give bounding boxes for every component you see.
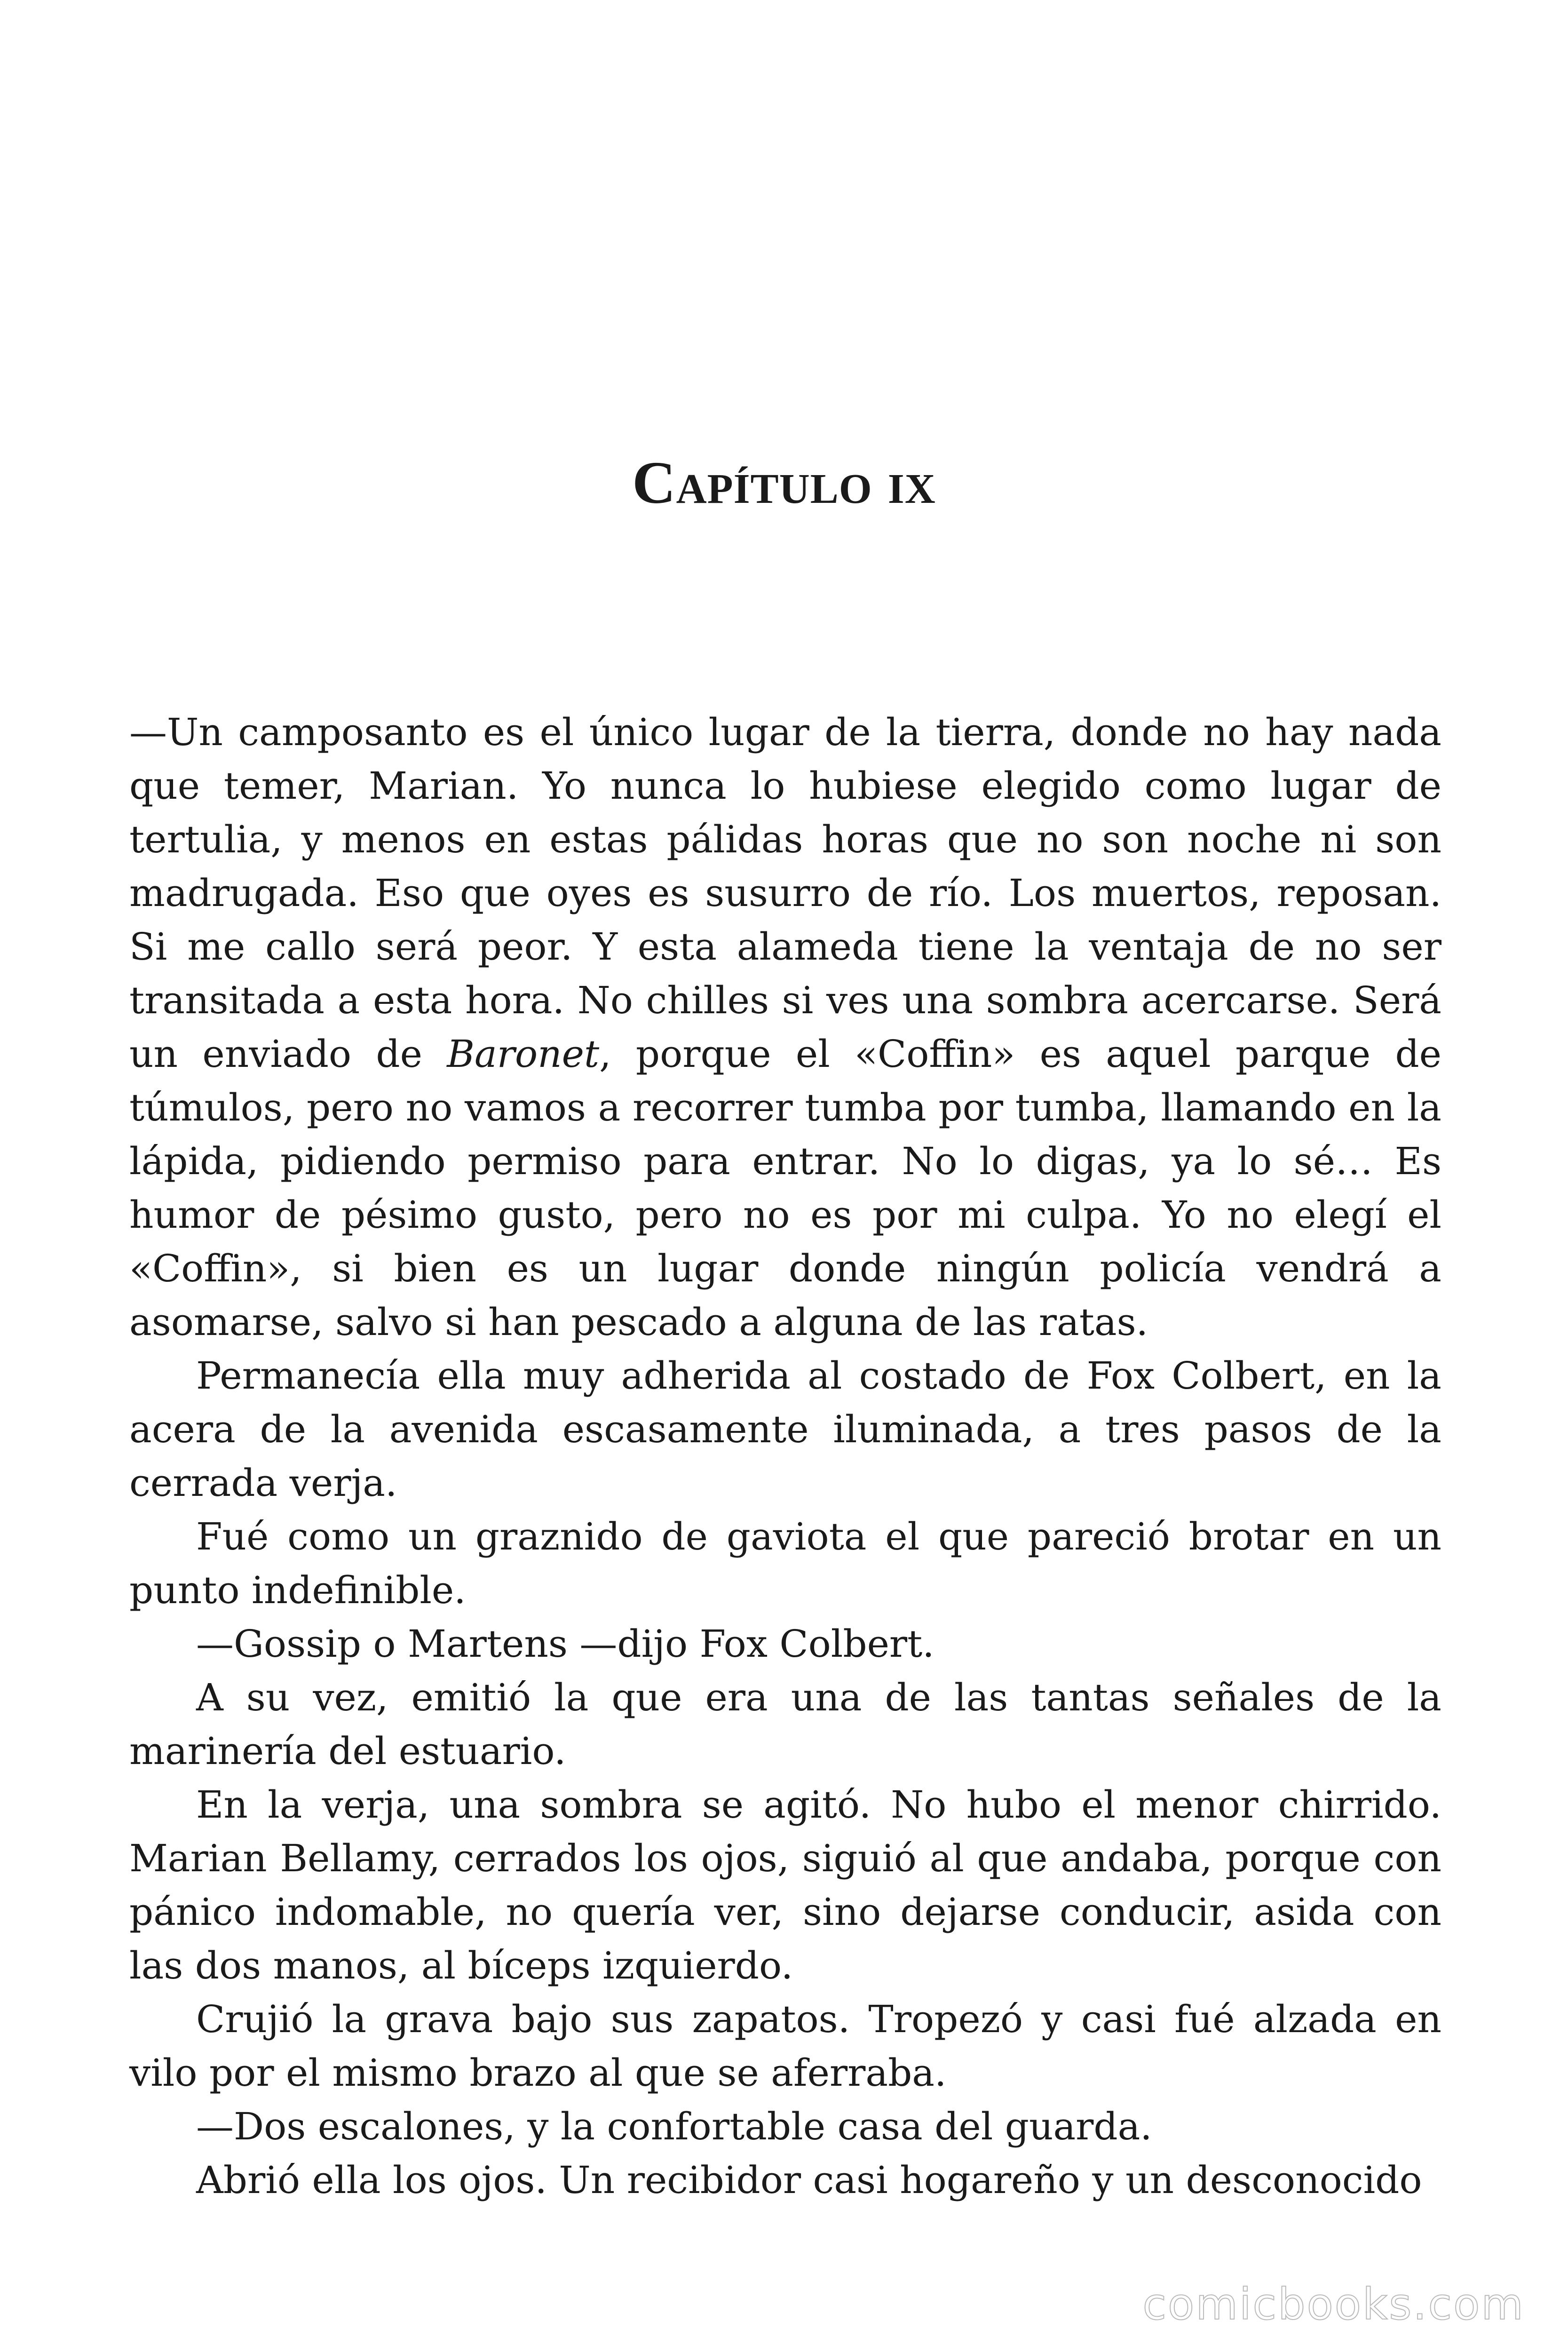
paragraph-3: Fué como un graznido de gaviota el que pareció brotar en un punto indefinible. xyxy=(129,1515,1441,1612)
paragraph-5: A su vez, emitió la que era una de las tantas señales de la marinería del estuario. xyxy=(129,1676,1441,1773)
paragraph-4: —Gossip o Martens —dijo Fox Colbert. xyxy=(196,1622,934,1666)
paragraph-6: En la verja, una sombra se agitó. No hubo el menor chirrido. Marian Bellamy, cerrados los ojos, siguió al que andaba, porque con pánico indomable, no quería ver, sino dejarse conducir, asida con las dos manos, al bíceps izquierdo. xyxy=(129,1783,1441,1987)
paragraph-8: —Dos escalones, y la confortable casa del guarda. xyxy=(196,2105,1152,2148)
chapter-text xyxy=(129,706,1441,2207)
paragraph-1 xyxy=(129,706,1441,1349)
paragraph-1-italic-name: Baronet xyxy=(447,1032,600,1076)
paragraph-9: Abrió ella los ojos. Un recibidor casi hogareño y un desconocido xyxy=(196,2158,1422,2202)
paragraph-7: Crujió la grava bajo sus zapatos. Tropezó y casi fué alzada en vilo por el mismo brazo al que se aferraba. xyxy=(129,1997,1441,2095)
paragraph-1-text-before: —Un camposanto es el único lugar de la tierra, donde no hay nada que temer, Marian. Yo nunca lo hubiese elegido como lugar de tertulia, y menos en estas pálidas horas que no son noche ni son madrugada. Eso que oyes es susurro de río. Los muertos, reposan. Si me callo será peor. Y esta alameda tiene la ventaja de no ser transitada a esta hora. No chilles si ves una sombra acercarse. Será un enviado de xyxy=(129,710,1441,1076)
chapter-title: Capítulo ix xyxy=(632,449,936,516)
watermark: comicbooks.com xyxy=(1142,2279,1525,2329)
paragraph-1-text-after: , porque el «Coffin» es aquel parque de túmulos, pero no vamos a recorrer tumba por tumba, llamando en la lápida, pidiendo permiso para entrar. No lo digas, ya lo sé… Es humor de pésimo gusto, pero no es por mi culpa. Yo no elegí el «Coffin», si bien es un lugar donde ningún policía vendrá a asomarse, salvo si han pescado a alguna de las ratas. xyxy=(129,1032,1442,1344)
paragraph-2: Permanecía ella muy adherida al costado de Fox Colbert, en la acera de la avenida escasamente iluminada, a tres pasos de la cerrada verja. xyxy=(129,1354,1441,1505)
